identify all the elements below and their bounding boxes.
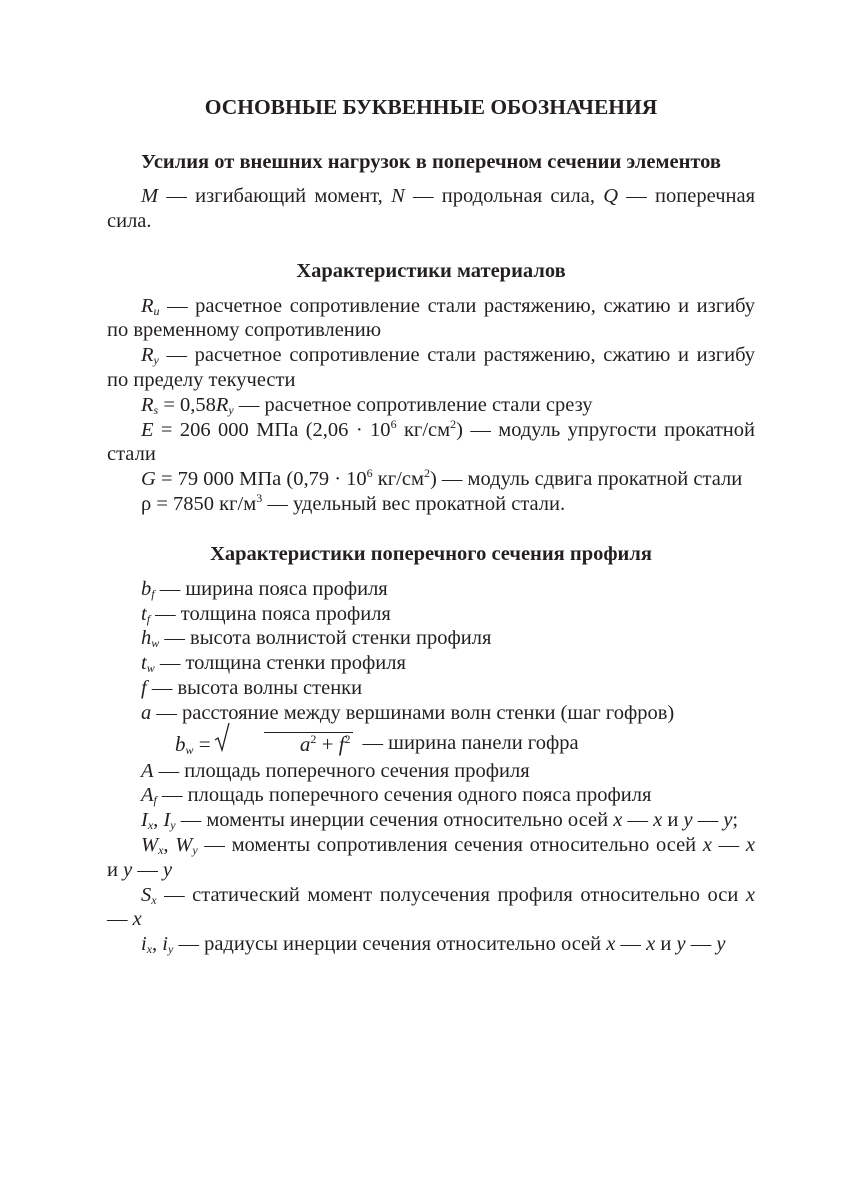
section-heading-forces: Усилия от внешних нагрузок в поперечном сечении элементов bbox=[141, 151, 721, 173]
def-Ry: $R_y$ — расчетное сопротивление стали растяжению, сжатию и изгибу по пределу текучести bbox=[107, 344, 755, 391]
def-bw-formula: $b_w$ = $a^2 + f^2$ — ширина панели гофра bbox=[107, 726, 755, 759]
def-rho: ρ = 7850 $кг/м^3$ — удельный вес прокатной стали. bbox=[141, 490, 566, 515]
section-heading-cross-section: Характеристики поперечного сечения профиля bbox=[210, 542, 652, 565]
def-G: G = 79 000 МПа ($0,79 \cdot 10^6$ $кг/см^2$) — модуль сдвига прокатной стали bbox=[141, 466, 743, 491]
def-bf: $b_f$ — ширина пояса профиля bbox=[141, 577, 388, 601]
section-heading-materials: Характеристики материалов bbox=[296, 259, 566, 282]
def-a: a — расстояние между вершинами волн стенки (шаг гофров) bbox=[141, 701, 675, 724]
def-A: A — площадь поперечного сечения профиля bbox=[141, 759, 530, 782]
def-f: f — высота волны стенки bbox=[141, 676, 363, 699]
def-tf: $t_f$ — толщина пояса профиля bbox=[141, 602, 391, 626]
def-Sx: $S_x$ — статический момент полусечения профиля относительно оси x — x bbox=[107, 883, 755, 931]
document-page bbox=[107, 93, 755, 957]
def-tw: $t_w$ — толщина стенки профиля bbox=[141, 652, 406, 676]
def-Ix-Iy: $I_x$, $I_y$ — моменты инерции сечения относительно осей x — x и y — y; bbox=[141, 809, 739, 833]
def-Ru: $R_u$ — расчетное сопротивление стали растяжению, сжатию и изгибу по временному сопротивлению bbox=[107, 294, 755, 342]
def-ix-iy: $i_x$, $i_y$ — радиусы инерции сечения относительно осей x — x и y — y bbox=[141, 933, 726, 957]
def-hw: $h_w$ — высота волнистой стенки профиля bbox=[141, 627, 492, 651]
def-E: E = 206 000 МПа ($2,06 \cdot 10^6$ $кг/см^2$) — модуль упругости прокатной стали bbox=[107, 416, 756, 466]
sqrt-symbol: $a^2 + f^2$ bbox=[216, 728, 353, 761]
def-Wx-Wy: $W_x$, $W_y$ — моменты сопротивления сечения относительно осей x — x и y — y bbox=[107, 833, 756, 881]
page-title: ОСНОВНЫЕ БУКВЕННЫЕ ОБОЗНАЧЕНИЯ bbox=[204, 95, 658, 119]
def-Af: $A_f$ — площадь поперечного сечения одного пояса профиля bbox=[141, 784, 652, 808]
bw-formula: $b_w$ = $a^2 + f^2$ bbox=[141, 728, 353, 761]
def-Rs: $R_s = 0,58R_y$ — расчетное сопротивление стали срезу bbox=[141, 393, 593, 417]
forces-paragraph: M — изгибающий момент, N — продольная сила, Q — поперечная сила. bbox=[107, 185, 755, 232]
